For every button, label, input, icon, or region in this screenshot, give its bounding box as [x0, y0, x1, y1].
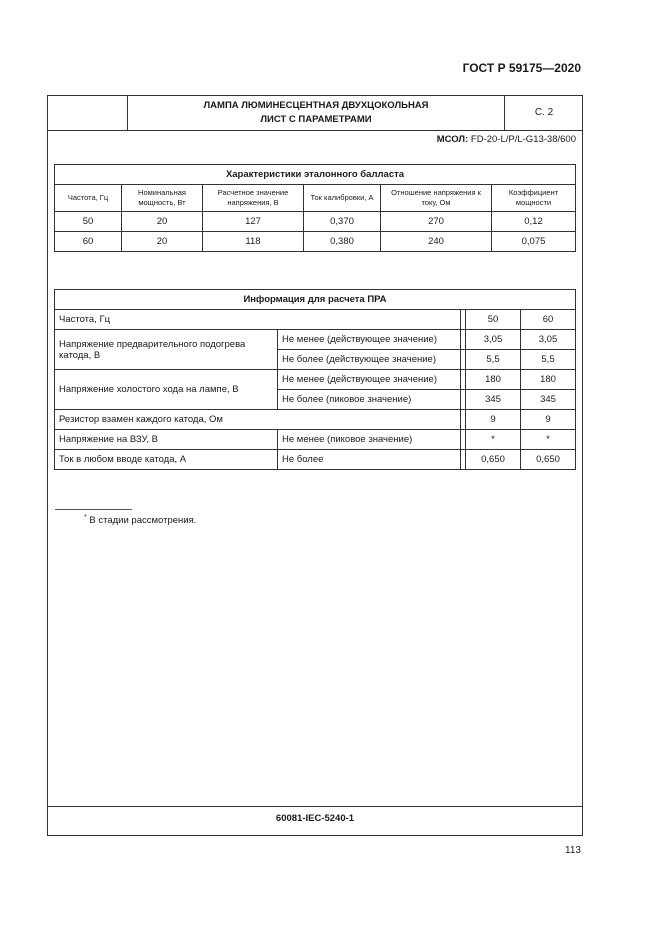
preheat-label: Напряжение предварительного подогрева катода, В [55, 330, 278, 370]
table-cell: 0,650 [466, 450, 521, 470]
page-number: 113 [565, 845, 581, 856]
sheet-title [128, 96, 504, 130]
table-cell: 20 [122, 232, 203, 252]
table-cell: 60 [55, 232, 122, 252]
vzu-label: Напряжение на ВЗУ, В [55, 430, 278, 450]
current-label: Ток в любом вводе катода, А [55, 450, 278, 470]
table-cell: 0,370 [304, 212, 381, 232]
vzu-min-label: Не менее (пиковое значение) [278, 430, 461, 450]
footnote-mark: * [84, 514, 87, 521]
sheet-frame [47, 95, 583, 836]
sheet-title-line2: ЛИСТ С ПАРАМЕТРАМИ [260, 114, 372, 125]
sheet-header [48, 96, 582, 131]
table-row [55, 410, 576, 430]
ballast-col-header: Частота, Гц [55, 185, 122, 212]
ocv-label: Напряжение холостого хода на лампе, В [55, 370, 278, 410]
pra-table-caption: Информация для расчета ПРА [55, 290, 576, 310]
footnote [84, 514, 196, 526]
resistor-label: Резистор взамен каждого катода, Ом [55, 410, 461, 430]
table-cell: 50 [55, 212, 122, 232]
table-cell: 0,12 [492, 212, 576, 232]
ocv-min-label: Не менее (действующее значение) [278, 370, 461, 390]
table-cell: 20 [122, 212, 203, 232]
ballast-col-header: Расчетное значение напряжения, В [203, 185, 304, 212]
table-cell: * [521, 430, 576, 450]
ballast-col-header: Ток калибровки, А [304, 185, 381, 212]
freq-label: Частота, Гц [55, 310, 461, 330]
msol-label: МСОЛ: [436, 134, 469, 145]
sheet-bottom-code: 60081-IEC-5240-1 [48, 806, 582, 835]
table-cell: 0,075 [492, 232, 576, 252]
table-cell: 127 [203, 212, 304, 232]
table-cell: 0,380 [304, 232, 381, 252]
table-cell: 5,5 [466, 350, 521, 370]
footnote-text: В стадии рассмотрения. [89, 515, 197, 527]
table-cell: 5,5 [521, 350, 576, 370]
table-cell: 180 [466, 370, 521, 390]
current-max-label: Не более [278, 450, 461, 470]
sheet-page-label: С. 2 [504, 96, 583, 130]
ocv-max-label: Не более (пиковое значение) [278, 390, 461, 410]
ballast-table-header-row [55, 185, 576, 212]
footnote-divider [55, 509, 132, 510]
table-row [55, 370, 576, 390]
ballast-col-header: Отношение напряжения к току, Ом [381, 185, 492, 212]
table-cell: 0,650 [521, 450, 576, 470]
pra-table [54, 289, 576, 470]
table-row [55, 450, 576, 470]
ballast-col-header: Коэффициент мощности [492, 185, 576, 212]
table-row [55, 330, 576, 350]
table-cell: 9 [466, 410, 521, 430]
table-cell: 345 [466, 390, 521, 410]
header-blank-cell [48, 96, 128, 130]
table-cell: 3,05 [466, 330, 521, 350]
table-cell: 180 [521, 370, 576, 390]
table-cell: 3,05 [521, 330, 576, 350]
ballast-table-caption: Характеристики эталонного балласта [55, 165, 576, 185]
table-row [55, 212, 576, 232]
ballast-col-header: Номинальная мощность, Вт [122, 185, 203, 212]
preheat-min-label: Не менее (действующее значение) [278, 330, 461, 350]
sheet-title-line1: ЛАМПА ЛЮМИНЕСЦЕНТНАЯ ДВУХЦОКОЛЬНАЯ [203, 100, 429, 111]
freq-50: 50 [466, 310, 521, 330]
table-row [55, 310, 576, 330]
table-cell: 345 [521, 390, 576, 410]
freq-60: 60 [521, 310, 576, 330]
table-cell: * [466, 430, 521, 450]
standard-code: ГОСТ Р 59175—2020 [462, 61, 581, 75]
table-cell: 270 [381, 212, 492, 232]
msol-line [437, 134, 576, 145]
ballast-table [54, 164, 576, 252]
preheat-max-label: Не более (действующее значение) [278, 350, 461, 370]
table-cell: 240 [381, 232, 492, 252]
table-row [55, 232, 576, 252]
table-cell: 118 [203, 232, 304, 252]
msol-value: FD-20-L/P/L-G13-38/600 [470, 134, 576, 145]
table-cell: 9 [521, 410, 576, 430]
table-row [55, 430, 576, 450]
